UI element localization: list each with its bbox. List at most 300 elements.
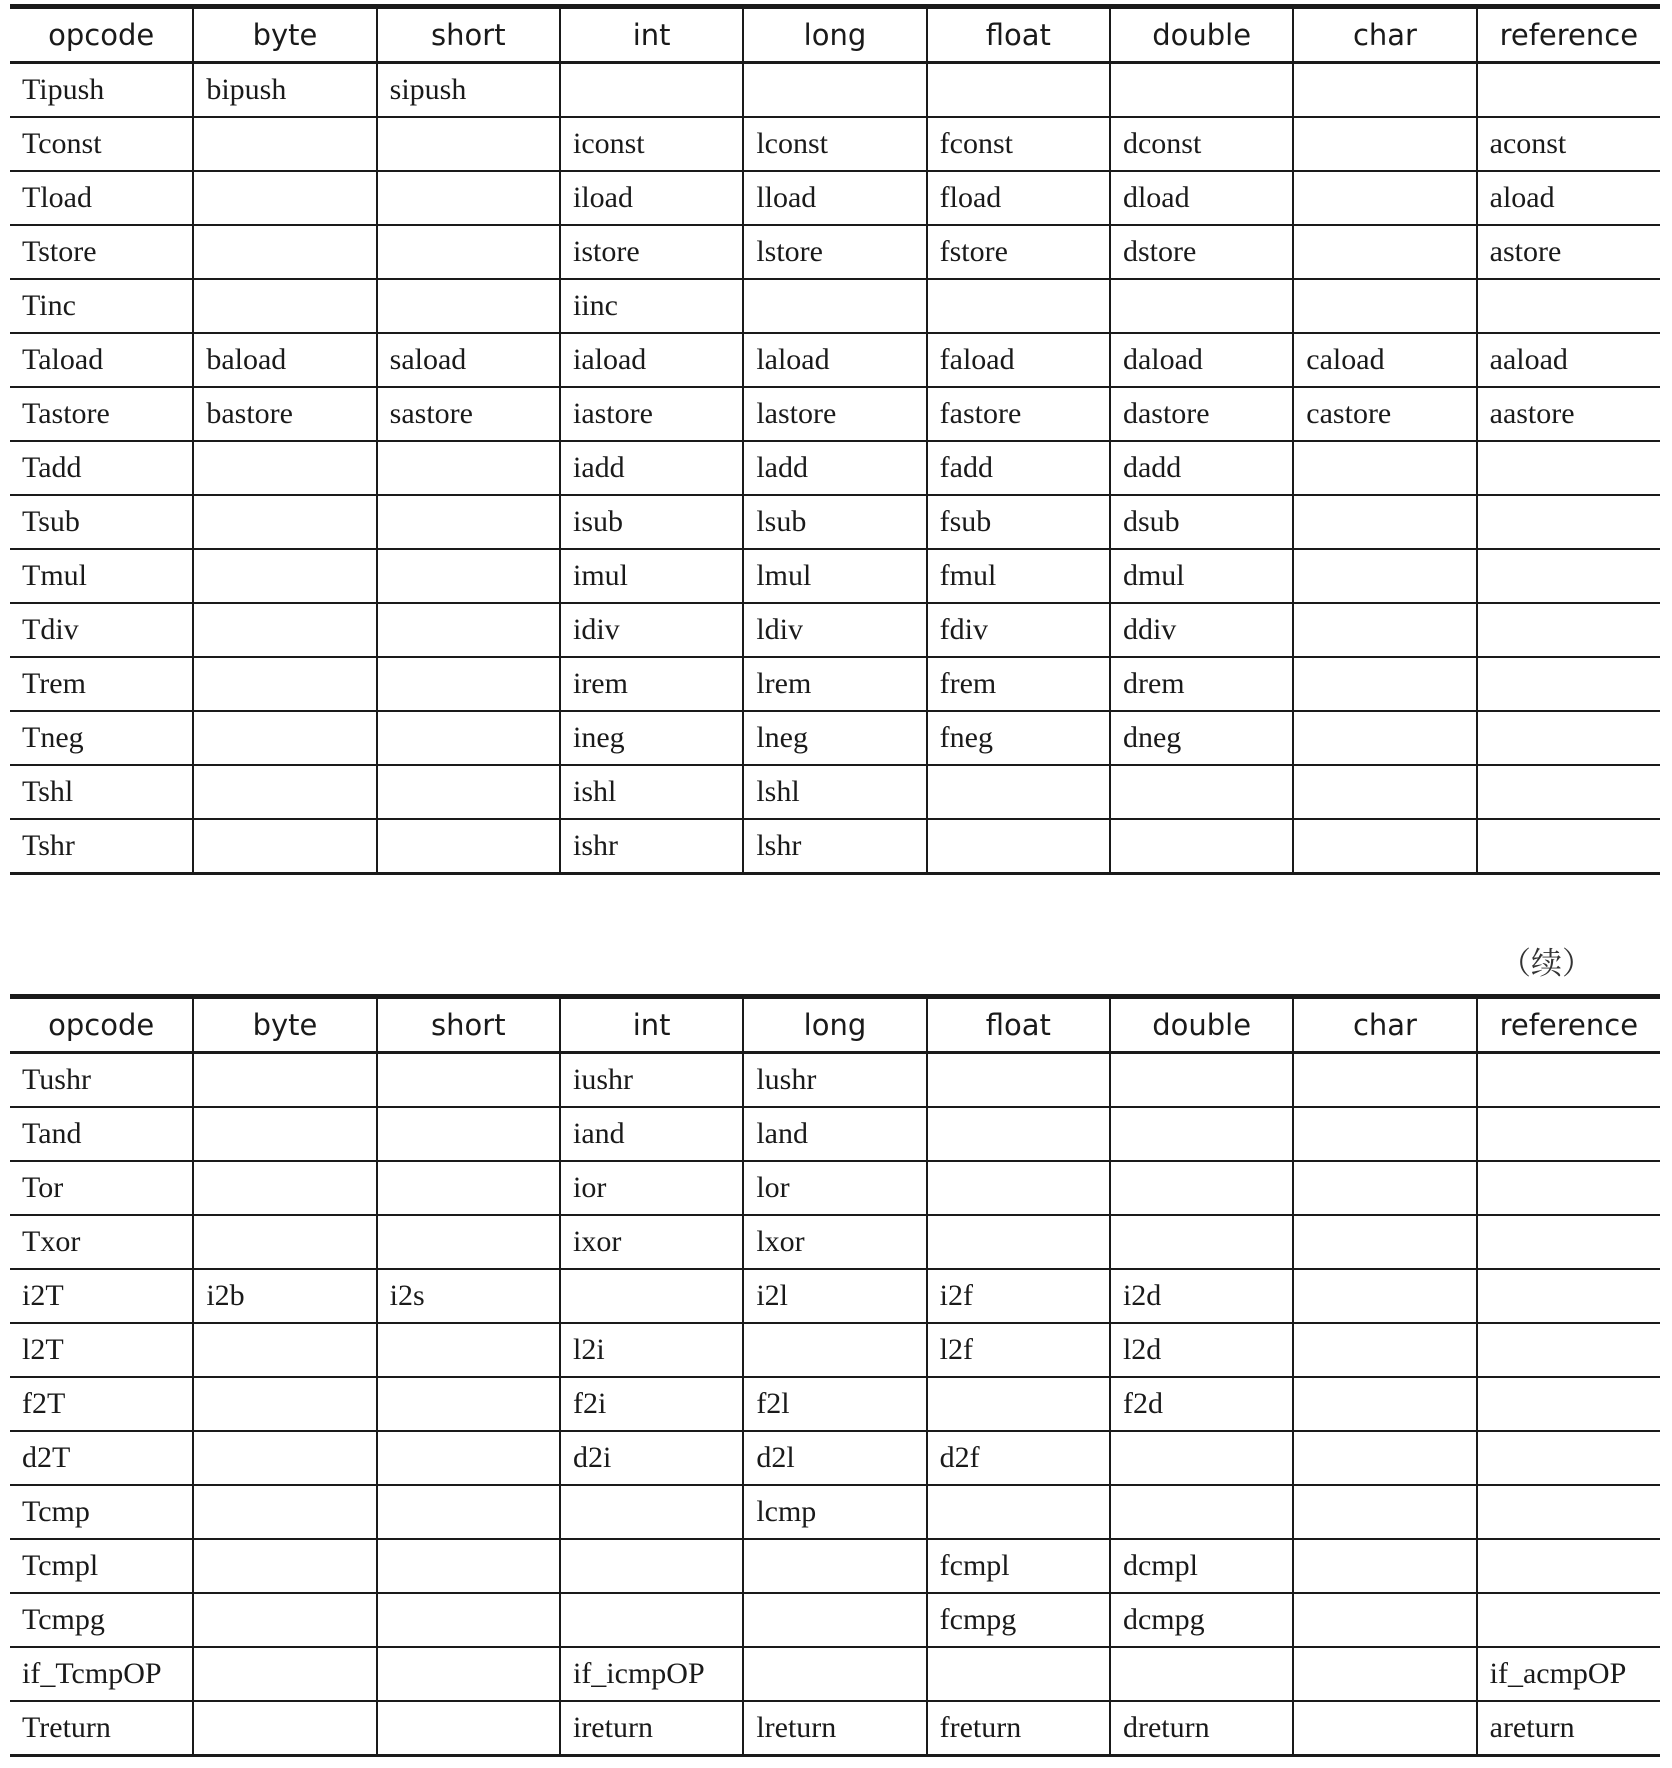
cell-reference [1477,711,1660,765]
cell-double [1110,1431,1293,1485]
cell-float: fneg [927,711,1110,765]
cell-opcode: Tcmpl [10,1539,193,1593]
cell-short [377,1107,560,1161]
cell-long: lushr [743,1053,926,1108]
cell-short [377,225,560,279]
cell-reference [1477,1485,1660,1539]
cell-byte [193,441,376,495]
cell-byte: i2b [193,1269,376,1323]
cell-byte: bipush [193,63,376,118]
cell-opcode: if_TcmpOP [10,1647,193,1701]
cell-long: lcmp [743,1485,926,1539]
cell-float: d2f [927,1431,1110,1485]
cell-byte [193,1593,376,1647]
cell-short [377,441,560,495]
cell-double: i2d [1110,1269,1293,1323]
cell-short [377,765,560,819]
cell-reference: areturn [1477,1701,1660,1756]
cell-opcode: Tadd [10,441,193,495]
cell-char [1293,117,1476,171]
cell-opcode: Trem [10,657,193,711]
cell-byte [193,1323,376,1377]
cell-byte [193,1539,376,1593]
column-header-short: short [377,997,560,1053]
column-header-byte: byte [193,7,376,63]
cell-reference [1477,1323,1660,1377]
cell-float [927,279,1110,333]
cell-int [560,1485,743,1539]
column-header-float: float [927,997,1110,1053]
cell-double: dastore [1110,387,1293,441]
cell-int: iastore [560,387,743,441]
cell-int: d2i [560,1431,743,1485]
cell-short: saload [377,333,560,387]
cell-byte [193,819,376,874]
cell-char [1293,1647,1476,1701]
cell-byte [193,1161,376,1215]
table-row [10,63,1660,118]
cell-long: lor [743,1161,926,1215]
cell-byte: bastore [193,387,376,441]
cell-short [377,1593,560,1647]
cell-opcode: Tastore [10,387,193,441]
cell-long: lreturn [743,1701,926,1756]
cell-char [1293,603,1476,657]
cell-double [1110,1107,1293,1161]
cell-long [743,1593,926,1647]
cell-short [377,819,560,874]
cell-char [1293,1593,1476,1647]
cell-double: daload [1110,333,1293,387]
cell-short [377,1701,560,1756]
cell-int: iload [560,171,743,225]
column-header-opcode: opcode [10,997,193,1053]
cell-opcode: Tneg [10,711,193,765]
cell-short [377,1323,560,1377]
cell-float [927,1215,1110,1269]
column-header-int: int [560,997,743,1053]
table-row [10,1215,1660,1269]
cell-char [1293,1431,1476,1485]
cell-int: if_icmpOP [560,1647,743,1701]
cell-short: i2s [377,1269,560,1323]
cell-char [1293,225,1476,279]
continued-label: （续） [1500,946,1593,982]
cell-int [560,63,743,118]
cell-float [927,1053,1110,1108]
cell-long: f2l [743,1377,926,1431]
cell-float: fsub [927,495,1110,549]
cell-float [927,765,1110,819]
cell-short [377,1161,560,1215]
cell-long: lmul [743,549,926,603]
cell-opcode: Tcmp [10,1485,193,1539]
column-header-opcode: opcode [10,7,193,63]
cell-reference [1477,1377,1660,1431]
cell-double [1110,1485,1293,1539]
cell-opcode: Tstore [10,225,193,279]
table-row [10,1377,1660,1431]
cell-reference [1477,1539,1660,1593]
table-body [10,63,1660,874]
cell-char [1293,1053,1476,1108]
table-row [10,1647,1660,1701]
cell-byte [193,279,376,333]
cell-reference [1477,441,1660,495]
cell-opcode: Tand [10,1107,193,1161]
cell-byte [193,225,376,279]
table-row [10,1485,1660,1539]
cell-float: fdiv [927,603,1110,657]
cell-float [927,1485,1110,1539]
cell-long: lxor [743,1215,926,1269]
cell-double: ddiv [1110,603,1293,657]
cell-reference [1477,603,1660,657]
cell-char [1293,1539,1476,1593]
cell-opcode: Tdiv [10,603,193,657]
table-row [10,117,1660,171]
cell-opcode: Taload [10,333,193,387]
cell-char [1293,63,1476,118]
cell-reference [1477,1053,1660,1108]
cell-reference: aconst [1477,117,1660,171]
cell-float: fadd [927,441,1110,495]
cell-short [377,279,560,333]
cell-long [743,1323,926,1377]
cell-float [927,819,1110,874]
table-row [10,1539,1660,1593]
cell-long [743,63,926,118]
cell-reference: aaload [1477,333,1660,387]
cell-short [377,657,560,711]
cell-float: freturn [927,1701,1110,1756]
cell-int: iaload [560,333,743,387]
cell-opcode: Tmul [10,549,193,603]
cell-byte [193,1701,376,1756]
cell-short [377,1215,560,1269]
cell-double: dadd [1110,441,1293,495]
table-row [10,1431,1660,1485]
cell-byte [193,549,376,603]
cell-byte: baload [193,333,376,387]
cell-double: dconst [1110,117,1293,171]
table-row [10,657,1660,711]
cell-int: l2i [560,1323,743,1377]
table-row [10,441,1660,495]
cell-reference [1477,1161,1660,1215]
table-row [10,603,1660,657]
table-row [10,1107,1660,1161]
cell-float: frem [927,657,1110,711]
cell-float: fmul [927,549,1110,603]
cell-reference [1477,1215,1660,1269]
cell-opcode: Tshr [22,829,75,862]
cell-char [1293,1485,1476,1539]
cell-int: imul [560,549,743,603]
cell-byte [193,1647,376,1701]
cell-short: sipush [377,63,560,118]
cell-int: iconst [560,117,743,171]
table-row [10,171,1660,225]
cell-short [377,711,560,765]
column-header-double: double [1110,7,1293,63]
cell-byte [193,1107,376,1161]
cell-double [1110,279,1293,333]
cell-long: lload [743,171,926,225]
table-row [10,1593,1660,1647]
cell-long: lsub [743,495,926,549]
cell-char [1293,1215,1476,1269]
cell-double: dcmpg [1110,1593,1293,1647]
table-row [10,279,1660,333]
column-header-byte: byte [193,997,376,1053]
cell-reference [1477,765,1660,819]
cell-short [377,495,560,549]
cell-float [927,1107,1110,1161]
cell-opcode: Tipush [10,63,193,118]
table-row [10,1161,1660,1215]
cell-double [1110,63,1293,118]
cell-long: laload [743,333,926,387]
cell-char [1293,765,1476,819]
cell-short [377,1647,560,1701]
cell-short [377,1431,560,1485]
column-header-short: short [377,7,560,63]
cell-short [377,549,560,603]
cell-opcode: i2T [10,1269,193,1323]
cell-int: iinc [560,279,743,333]
cell-double: f2d [1110,1377,1293,1431]
cell-char: castore [1293,387,1476,441]
cell-char [1293,1701,1476,1756]
cell-opcode: f2T [10,1377,193,1431]
cell-char [1293,171,1476,225]
cell-opcode: d2T [10,1431,193,1485]
cell-opcode: Txor [10,1215,193,1269]
cell-double: l2d [1110,1323,1293,1377]
cell-opcode: Tshl [10,765,193,819]
cell-reference [1477,1593,1660,1647]
cell-long: lshl [743,765,926,819]
cell-char [1293,495,1476,549]
cell-long: lstore [743,225,926,279]
cell-long: i2l [743,1269,926,1323]
cell-char [1293,1377,1476,1431]
cell-float [927,1161,1110,1215]
cell-short [377,1539,560,1593]
cell-double: drem [1110,657,1293,711]
cell-reference [1477,279,1660,333]
cell-char [1293,819,1476,874]
cell-reference [1477,1269,1660,1323]
cell-byte [193,117,376,171]
cell-byte [193,1215,376,1269]
cell-byte [193,171,376,225]
cell-short: sastore [377,387,560,441]
cell-short [377,171,560,225]
cell-float: fcmpg [927,1593,1110,1647]
cell-char [1293,279,1476,333]
table-row [10,1701,1660,1756]
cell-char [1293,711,1476,765]
cell-byte [193,1053,376,1108]
table-row [10,225,1660,279]
cell-int: iadd [560,441,743,495]
cell-long: land [743,1107,926,1161]
cell-byte [193,765,376,819]
table-row [10,1323,1660,1377]
cell-double: dstore [1110,225,1293,279]
cell-double [1110,1647,1293,1701]
table-body [10,1053,1660,1756]
cell-long: lneg [743,711,926,765]
cell-float: i2f [927,1269,1110,1323]
opcode-table-part2 [10,994,1660,1757]
cell-int: ior [560,1161,743,1215]
cell-float: fconst [927,117,1110,171]
cell-float [927,63,1110,118]
cell-int: ineg [560,711,743,765]
cell-char [1293,1269,1476,1323]
cell-byte [193,1485,376,1539]
cell-int: iushr [560,1053,743,1108]
cell-double: dcmpl [1110,1539,1293,1593]
cell-long [743,279,926,333]
cell-long: lrem [743,657,926,711]
cell-opcode: Tinc [10,279,193,333]
column-header-double: double [1110,997,1293,1053]
header-row [10,997,1660,1053]
cell-opcode: Tushr [10,1053,193,1108]
cell-opcode: Tload [10,171,193,225]
cell-byte [193,495,376,549]
cell-double [1110,1215,1293,1269]
table-row [10,765,1660,819]
cell-double: dneg [1110,711,1293,765]
cell-char [1293,1107,1476,1161]
cell-int [560,1593,743,1647]
cell-short [377,117,560,171]
cell-byte [193,1377,376,1431]
cell-reference [1477,1107,1660,1161]
cell-reference [1477,1431,1660,1485]
cell-double: dload [1110,171,1293,225]
cell-float [927,1647,1110,1701]
cell-reference [1477,819,1660,874]
table-row [10,549,1660,603]
column-header-long: long [743,7,926,63]
cell-int: istore [560,225,743,279]
cell-float: fcmpl [927,1539,1110,1593]
cell-long: lshr [743,819,926,874]
cell-opcode: l2T [10,1323,193,1377]
cell-reference [1477,549,1660,603]
cell-int: idiv [560,603,743,657]
cell-long: ldiv [743,603,926,657]
cell-float: l2f [927,1323,1110,1377]
cell-opcode: Treturn [22,1711,111,1744]
cell-int [560,1539,743,1593]
cell-char [1293,1323,1476,1377]
cell-float: fstore [927,225,1110,279]
cell-opcode: Tsub [10,495,193,549]
cell-byte [193,657,376,711]
cell-int: ixor [560,1215,743,1269]
column-header-reference: reference [1477,997,1660,1053]
table-row [10,1053,1660,1108]
column-header-float: float [927,7,1110,63]
cell-short [377,603,560,657]
table-row [10,711,1660,765]
cell-int: ishl [560,765,743,819]
cell-opcode: Tconst [10,117,193,171]
table-row [10,1269,1660,1323]
cell-int: isub [560,495,743,549]
header-row [10,7,1660,63]
column-header-int: int [560,7,743,63]
cell-float: fload [927,171,1110,225]
cell-long: lconst [743,117,926,171]
cell-short [377,1053,560,1108]
cell-byte [193,603,376,657]
cell-byte [193,711,376,765]
opcode-table-part1 [10,4,1660,875]
cell-double [1110,1161,1293,1215]
table-row [10,387,1660,441]
cell-int: ishr [560,819,743,874]
cell-reference: aload [1477,171,1660,225]
cell-float: faload [927,333,1110,387]
cell-long: ladd [743,441,926,495]
cell-double [1110,819,1293,874]
cell-int [560,1269,743,1323]
cell-reference [1477,657,1660,711]
cell-reference: if_acmpOP [1477,1647,1660,1701]
cell-int: iand [560,1107,743,1161]
cell-int: irem [560,657,743,711]
cell-int: f2i [560,1377,743,1431]
column-header-char: char [1293,997,1476,1053]
cell-double [1110,765,1293,819]
cell-double: dmul [1110,549,1293,603]
column-header-char: char [1293,7,1476,63]
column-header-reference: reference [1477,7,1660,63]
table-row [10,819,1660,874]
cell-byte [193,1431,376,1485]
cell-reference: astore [1477,225,1660,279]
cell-reference [1477,63,1660,118]
cell-int: ireturn [560,1701,743,1756]
cell-float [927,1377,1110,1431]
cell-long [743,1647,926,1701]
cell-long: lastore [743,387,926,441]
cell-short [377,1377,560,1431]
cell-char [1293,657,1476,711]
cell-double: dsub [1110,495,1293,549]
cell-long: d2l [743,1431,926,1485]
cell-char [1293,549,1476,603]
column-header-long: long [743,997,926,1053]
table-row [10,495,1660,549]
table-row [10,333,1660,387]
cell-opcode: Tor [10,1161,193,1215]
cell-float: fastore [927,387,1110,441]
cell-short [377,1485,560,1539]
cell-opcode: Tcmpg [10,1593,193,1647]
cell-char [1293,1161,1476,1215]
cell-reference: aastore [1477,387,1660,441]
cell-long [743,1539,926,1593]
